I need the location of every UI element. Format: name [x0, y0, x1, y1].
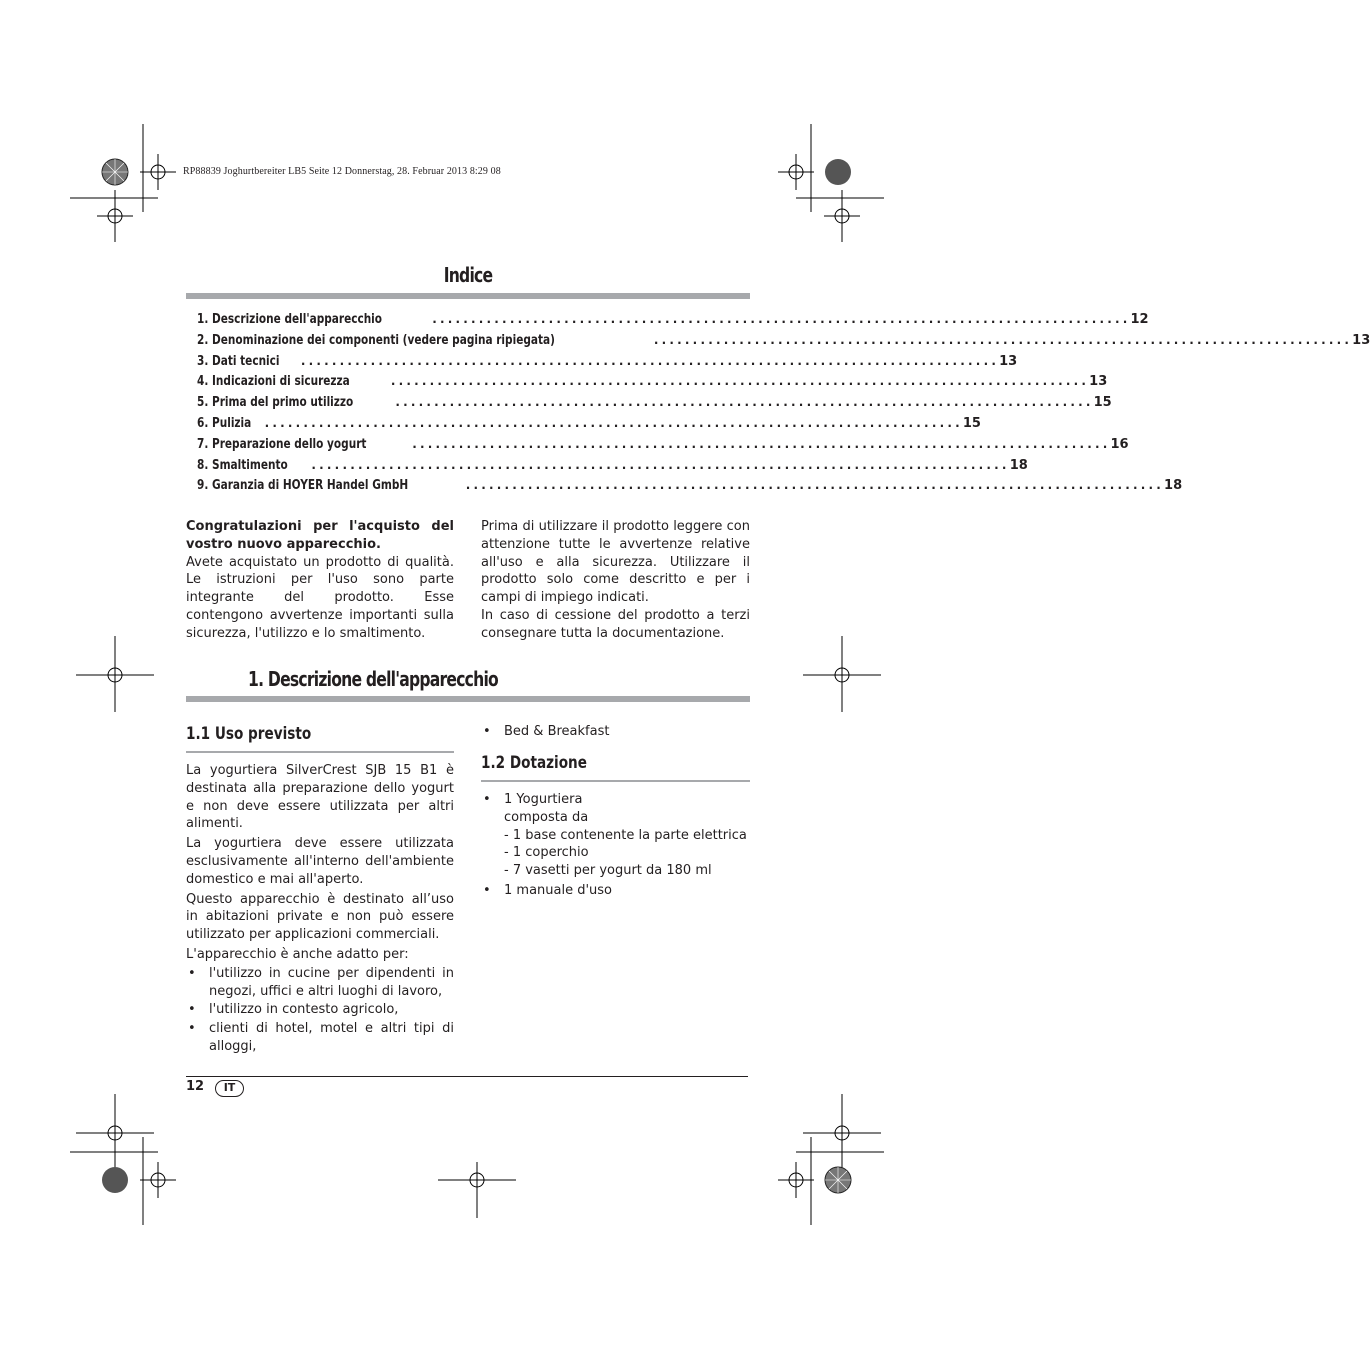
subsection-uso-previsto — [186, 724, 454, 744]
list-item: • l'utilizzo in contesto agricolo, — [188, 1002, 399, 1018]
toc-entry-page: 18 — [1009, 457, 1028, 473]
toc-entry-page: 13 — [999, 353, 1018, 369]
language-code: IT — [223, 1081, 236, 1094]
toc-entry[interactable] — [197, 331, 1370, 353]
toc-entry-page: 15 — [962, 415, 981, 431]
toc-leader-dots: .......................................................................................... — [653, 332, 1353, 347]
toc-entry-label: 2. Denominazione dei componenti (vedere pagina ripiegata) — [197, 331, 555, 348]
dotazione-list — [481, 791, 750, 900]
toc-leader-dots: .......................................................................................... — [264, 415, 963, 430]
toc-entry[interactable] — [197, 394, 1112, 415]
list-item: • Bed & Breakfast — [483, 724, 610, 739]
subsection-title: 1.2 Dotazione — [481, 753, 587, 773]
toc-leader-dots: .......................................................................................... — [311, 457, 1010, 472]
list-item-subline: - 1 coperchio — [504, 845, 589, 861]
toc-entry[interactable] — [197, 311, 1149, 332]
toc-entry-label: 8. Smaltimento — [197, 456, 288, 473]
list-item-text: 1 Yogurtiera — [504, 792, 583, 807]
toc-entry-page: 16 — [1110, 436, 1129, 452]
list-item-subline: - 7 vasetti per yogurt da 180 ml — [504, 863, 712, 879]
paragraph: L'apparecchio è anche adatto per: — [186, 946, 409, 962]
list-item-text: Bed & Breakfast — [504, 724, 610, 739]
toc-entry[interactable] — [197, 373, 1108, 394]
section-title-rule — [186, 696, 750, 702]
list-item-subline: composta da — [504, 809, 589, 825]
usage-list-continued — [481, 723, 750, 741]
toc-entry-page: 12 — [1130, 312, 1149, 327]
uso-previsto-text — [186, 762, 454, 1056]
toc-entry-label: 3. Dati tecnici — [197, 352, 280, 369]
toc-entry-label: 1. Descrizione dell'apparecchio — [197, 311, 383, 327]
list-item-text: l'utilizzo in contesto agricolo, — [209, 1002, 399, 1018]
toc-entry-label: 5. Prima del primo utilizzo — [197, 394, 354, 411]
list-item: • l'utilizzo in cucine per dipendenti in negozi, uffici e altri luoghi di lavoro, — [188, 965, 454, 999]
toc-leader-dots: .......................................................................................... — [412, 436, 1111, 451]
print-job-line: RP88839 Joghurtbereiter LB5 Seite 12 Donnerstag, 28. Februar 2013 8:29 08 — [183, 166, 501, 177]
toc-leader-dots: .......................................................................................... — [300, 353, 1000, 368]
language-badge — [215, 1080, 244, 1097]
page-number: 12 — [186, 1079, 205, 1094]
toc-entry[interactable] — [197, 456, 1028, 478]
subsection-title: 1.1 Uso previsto — [186, 724, 312, 744]
toc-entry-page: 13 — [1089, 374, 1108, 390]
toc-entry-label: 9. Garanzia di HOYER Handel GmbH — [197, 477, 409, 494]
toc-leader-dots: .......................................................................................... — [395, 395, 1094, 410]
section-title: 1. Descrizione dell'apparecchio — [248, 667, 498, 691]
intro-right — [481, 518, 750, 643]
toc-entry-label: 7. Preparazione dello yogurt — [197, 435, 367, 452]
index-title-rule — [186, 293, 750, 299]
subsection-rule — [481, 780, 750, 782]
table-of-contents — [197, 311, 1370, 498]
toc-entry[interactable] — [197, 352, 1018, 374]
intro-paragraph: Avete acquistato un prodotto di qualità. Le istruzioni per l'uso sono parte integrante del prodotto. Esse contengono avvertenze importanti sulla sicurezza, l'utilizzo e lo smaltimento. — [186, 554, 454, 641]
toc-entry[interactable] — [197, 414, 981, 436]
intro-left — [186, 518, 454, 643]
paragraph: La yogurtiera deve essere utilizzata esclusivamente all'interno dell'ambiente domestico e mai all'aperto. — [186, 836, 454, 887]
subsection-dotazione — [481, 753, 750, 773]
paragraph: Questo apparecchio è destinato all’uso in abitazioni private e non può essere utilizzato per applicazioni commerciali. — [186, 891, 454, 943]
toc-entry-page: 18 — [1164, 478, 1183, 494]
index-title: Indice — [443, 263, 493, 287]
toc-entry[interactable] — [197, 477, 1183, 498]
toc-leader-dots: .......................................................................................... — [465, 478, 1165, 493]
list-item-subline: - 1 base contenente la parte elettrica — [504, 827, 747, 843]
toc-leader-dots: .......................................................................................... — [432, 312, 1131, 326]
intro-paragraph: In caso di cessione del prodotto a terzi consegnare tutta la documentazione. — [481, 607, 750, 641]
list-item-text: l'utilizzo in cucine per dipendenti in negozi, uffici e altri luoghi di lavoro, — [209, 965, 454, 999]
list-item: • clienti di hotel, motel e altri tipi di alloggi, — [188, 1021, 454, 1054]
toc-entry-label: 6. Pulizia — [197, 414, 252, 431]
toc-entry-label: 4. Indicazioni di sicurezza — [197, 373, 350, 390]
footer-rule — [186, 1076, 748, 1077]
toc-leader-dots: .......................................................................................... — [390, 374, 1090, 389]
list-item: • 1 manuale d'uso — [483, 882, 613, 898]
intro-heading: Congratulazioni per l'acquisto del vostro nuovo apparecchio. — [186, 519, 454, 552]
toc-entry-page: 13 — [1352, 332, 1370, 348]
list-item-text: 1 manuale d'uso — [504, 882, 613, 898]
subsection-rule — [186, 751, 454, 753]
toc-entry-page: 15 — [1093, 395, 1112, 411]
toc-entry[interactable] — [197, 435, 1129, 457]
intro-paragraph: Prima di utilizzare il prodotto leggere con attenzione tutte le avvertenze relative all'uso e alla sicurezza. Utilizzare il prodotto solo come descritto e per i campi di impiego indicati. — [481, 519, 750, 606]
paragraph: La yogurtiera SilverCrest SJB 15 B1 è destinata alla preparazione dello yogurt e non deve essere utilizzata per altri alimenti. — [186, 763, 454, 832]
list-item: • 1 Yogurtiera composta da - 1 base contenente la parte elettrica - 1 coperchio - 7 vasetti per yogurt da 180 ml — [481, 791, 750, 880]
usage-list — [186, 965, 454, 1056]
list-item-text: clienti di hotel, motel e altri tipi di alloggi, — [209, 1021, 454, 1054]
